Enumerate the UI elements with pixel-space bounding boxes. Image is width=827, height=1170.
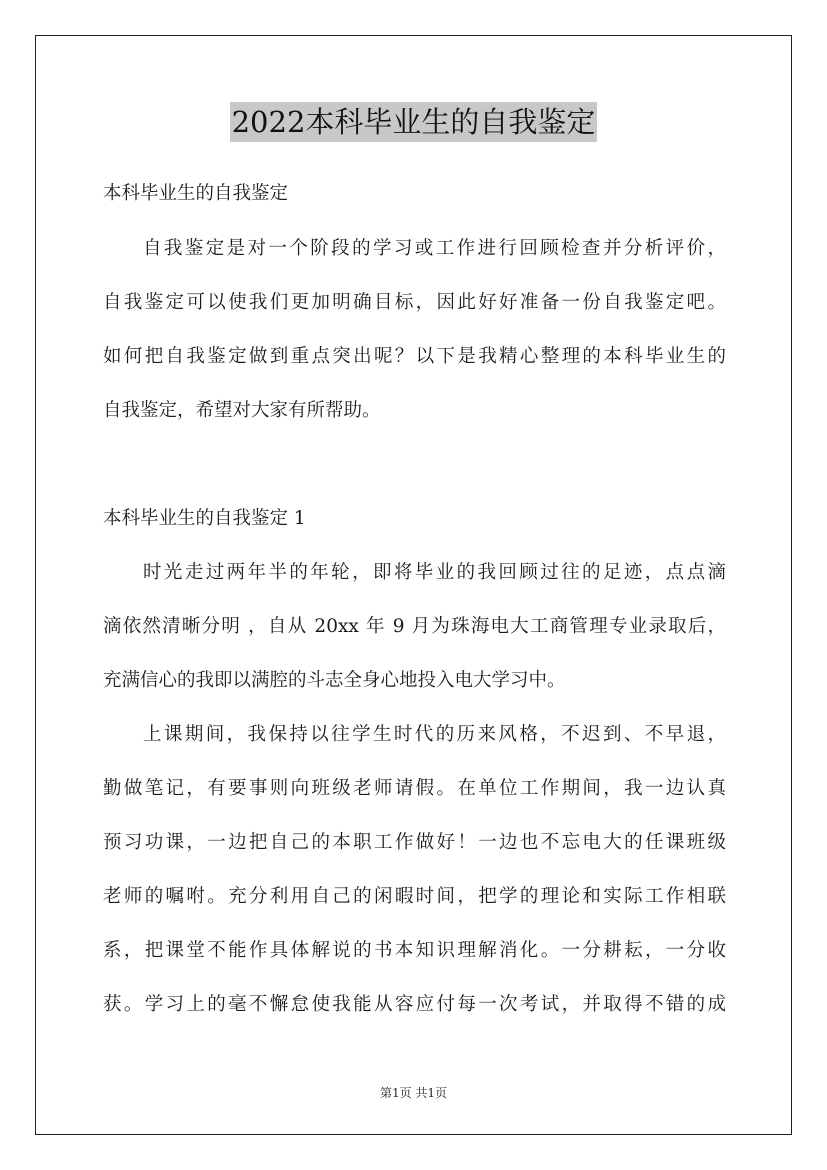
paragraph-line: 系，把课堂不能作具体解说的书本知识理解消化。一分耕耘，一分收	[103, 940, 726, 961]
paragraph-line: 充满信心的我即以满腔的斗志全身心地投入电大学习中。	[103, 670, 566, 691]
paragraph-line: 预习功课，一边把自己的本职工作做好！一边也不忘电大的任课班级	[103, 832, 726, 853]
title-container	[0, 102, 827, 142]
paragraph-line: 时光走过两年半的年轮，即将毕业的我回顾过往的足迹，点点滴	[143, 562, 726, 583]
paragraph-line: 自我鉴定可以使我们更加明确目标，因此好好准备一份自我鉴定吧。	[103, 292, 726, 313]
paragraph-line: 滴依然清晰分明 ，自从 20xx 年 9 月为珠海电大工商管理专业录取后，	[103, 616, 726, 637]
paragraph-line: 获。学习上的毫不懈怠使我能从容应付每一次考试，并取得不错的成	[103, 994, 726, 1015]
paragraph-line: 上课期间，我保持以往学生时代的历来风格，不迟到、不早退，	[143, 724, 726, 745]
paragraph-line: 勤做笔记，有要事则向班级老师请假。在单位工作期间，我一边认真	[103, 778, 726, 799]
section-heading: 本科毕业生的自我鉴定 1	[103, 508, 306, 529]
page-footer: 第1页 共1页	[379, 1086, 448, 1100]
paragraph-line: 自我鉴定是对一个阶段的学习或工作进行回顾检查并分析评价，	[143, 238, 726, 259]
paragraph-line: 自我鉴定，希望对大家有所帮助。	[103, 400, 381, 421]
paragraph-line: 如何把自我鉴定做到重点突出呢？以下是我精心整理的本科毕业生的	[103, 346, 726, 367]
paragraph-line: 老师的嘱咐。充分利用自己的闲暇时间，把学的理论和实际工作相联	[103, 886, 726, 907]
section-heading: 本科毕业生的自我鉴定	[103, 183, 289, 204]
document-title: 2022本科毕业生的自我鉴定	[230, 102, 598, 142]
